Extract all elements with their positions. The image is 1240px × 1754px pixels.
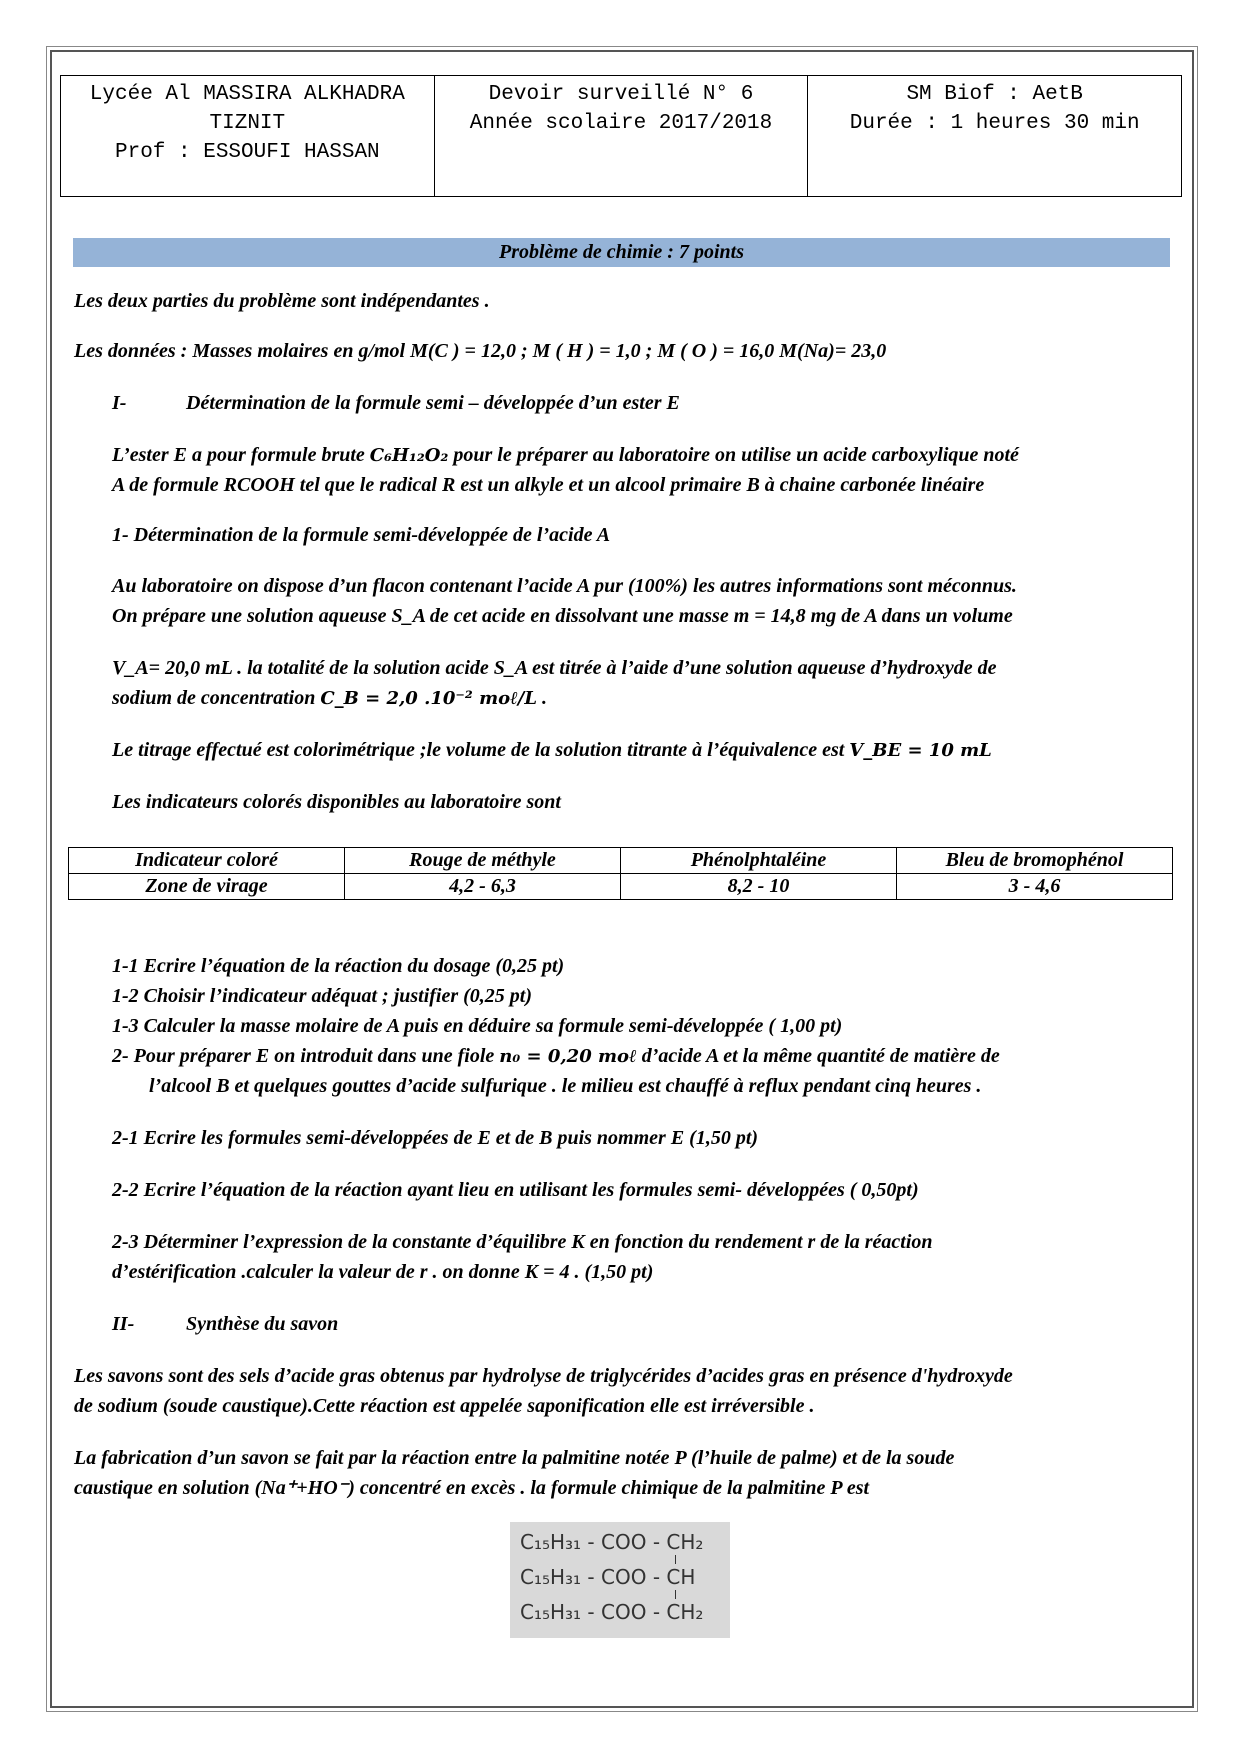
part2-title: Synthèse du savon [186, 1313, 339, 1335]
part1-number: I- [112, 392, 127, 414]
ester-paragraph-line2: A de formule RCOOH tel que le radical R est un alkyle et un alcool primaire B à chaine carbonée linéaire [112, 474, 985, 496]
part2-number: II- [112, 1313, 135, 1335]
ester-formula: C₆H₁₂O₂ [369, 445, 449, 466]
table-cell: 8,2 - 10 [621, 874, 897, 900]
indicators-intro: Les indicateurs colorés disponibles au laboratoire sont [112, 791, 561, 813]
question-1-1: 1-1 Ecrire l’équation de la réaction du dosage (0,25 pt) [112, 955, 565, 977]
formula-line: C₁₅H₃₁ - COO - CH₂ [520, 1600, 704, 1624]
question-2-3-line1: 2-3 Déterminer l’expression de la constante d’équilibre K en fonction du rendement r de la réaction [112, 1231, 933, 1253]
problem-title: Problème de chimie : 7 points [73, 238, 1170, 267]
question-2-line2: l’alcool B et quelques gouttes d’acide sulfurique . le milieu est chauffé à reflux pendant cinq heures . [149, 1075, 982, 1097]
ester-paragraph-line1: L’ester E a pour formule brute C₆H₁₂O₂ pour le préparer au laboratoire on utilise un acide carboxylique noté [112, 444, 1019, 466]
header-exam-cell [435, 76, 809, 196]
question-2-2: 2-2 Ecrire l’équation de la réaction ayant lieu en utilisant les formules semi- développées ( 0,50pt) [112, 1179, 919, 1201]
titration-paragraph-line1: V_A= 20,0 mL . la totalité de la solution acide S_A est titrée à l’aide d’une solution aqueuse d’hydroxyde de [112, 657, 997, 679]
palmitin-formula [510, 1522, 730, 1638]
table-row [69, 848, 1173, 874]
table-header-cell: Bleu de bromophénol [897, 848, 1173, 874]
equivalence-volume-line: Le titrage effectué est colorimétrique ;le volume de la solution titrante à l’équivalence est V_BE = 10 mL [112, 739, 992, 761]
teacher-name: Prof : ESSOUFI HASSAN [115, 141, 380, 164]
soap-paragraph-line1: Les savons sont des sels d’acide gras obtenus par hydrolyse de triglycérides d’acides gras en présence d'hydroxyde [74, 1365, 1013, 1387]
question-2-1: 2-1 Ecrire les formules semi-développées de E et de B puis nommer E (1,50 pt) [112, 1127, 759, 1149]
school-name: Lycée Al MASSIRA ALKHADRA [89, 83, 405, 106]
palmitin-paragraph-line1: La fabrication d’un savon se fait par la réaction entre la palmitine notée P (l’huile de palme) et de la soude [74, 1447, 955, 1469]
soap-paragraph-line2: de sodium (soude caustique).Cette réaction est appelée saponification elle est irréversible . [74, 1395, 815, 1417]
intro-molar-masses: Les données : Masses molaires en g/mol M(C ) = 12,0 ; M ( H ) = 1,0 ; M ( O ) = 16,0 M(Na)= 23,0 [74, 340, 887, 362]
table-cell: 4,2 - 6,3 [345, 874, 621, 900]
exam-title: Devoir surveillé N° 6 [488, 83, 754, 106]
indicator-table [68, 847, 1173, 900]
header-class-cell [808, 76, 1181, 196]
equivalence-volume: V_BE = 10 mL [849, 740, 992, 761]
school-year: Année scolaire 2017/2018 [469, 112, 773, 135]
question-2-3-line2: d’estérification .calculer la valeur de r . on donne K = 4 . (1,50 pt) [112, 1261, 654, 1283]
bond-line [675, 1555, 676, 1564]
acid-paragraph-line2: On prépare une solution aqueuse S_A de cet acide en dissolvant une masse m = 14,8 mg de A dans un volume [112, 605, 1013, 627]
formula-line: C₁₅H₃₁ - COO - CH₂ [520, 1530, 704, 1554]
acid-paragraph-line1: Au laboratoire on dispose d’un flacon contenant l’acide A pur (100%) les autres informations sont méconnus. [112, 575, 1017, 597]
titration-paragraph-line2: sodium de concentration C_B = 2,0 .10⁻² moℓ/L . [112, 687, 548, 709]
header-school-cell [61, 76, 435, 196]
class-name: SM Biof : AetB [906, 83, 1083, 106]
table-header-cell: Rouge de méthyle [345, 848, 621, 874]
palmitin-paragraph-line2: caustique en solution (Na⁺+HO⁻) concentré en excès . la formule chimique de la palmitine P est [74, 1477, 870, 1499]
intro-independent: Les deux parties du problème sont indépendantes . [74, 290, 490, 312]
header-table [60, 75, 1182, 197]
part1-title: Détermination de la formule semi – développée d’un ester E [186, 392, 680, 414]
table-header-cell: Phénolphtaléine [621, 848, 897, 874]
question1-title: 1- Détermination de la formule semi-développée de l’acide A [112, 524, 611, 546]
exam-duration: Durée : 1 heures 30 min [849, 112, 1140, 135]
bond-line [675, 1590, 676, 1599]
question-1-2: 1-2 Choisir l’indicateur adéquat ; justifier (0,25 pt) [112, 985, 533, 1007]
base-concentration: C_B = 2,0 .10⁻² moℓ/L [320, 688, 538, 709]
table-cell: 3 - 4,6 [897, 874, 1173, 900]
table-row [69, 874, 1173, 900]
school-city: TIZNIT [209, 112, 286, 135]
table-cell: Zone de virage [69, 874, 345, 900]
question-2-line1: 2- Pour préparer E on introduit dans une fiole n₀ = 0,20 moℓ d’acide A et la même quantité de matière de [112, 1045, 1000, 1067]
table-header-cell: Indicateur coloré [69, 848, 345, 874]
initial-amount: n₀ = 0,20 moℓ [499, 1046, 637, 1067]
question-1-3: 1-3 Calculer la masse molaire de A puis en déduire sa formule semi-développée ( 1,00 pt) [112, 1015, 843, 1037]
formula-line: C₁₅H₃₁ - COO - CH [520, 1565, 696, 1589]
